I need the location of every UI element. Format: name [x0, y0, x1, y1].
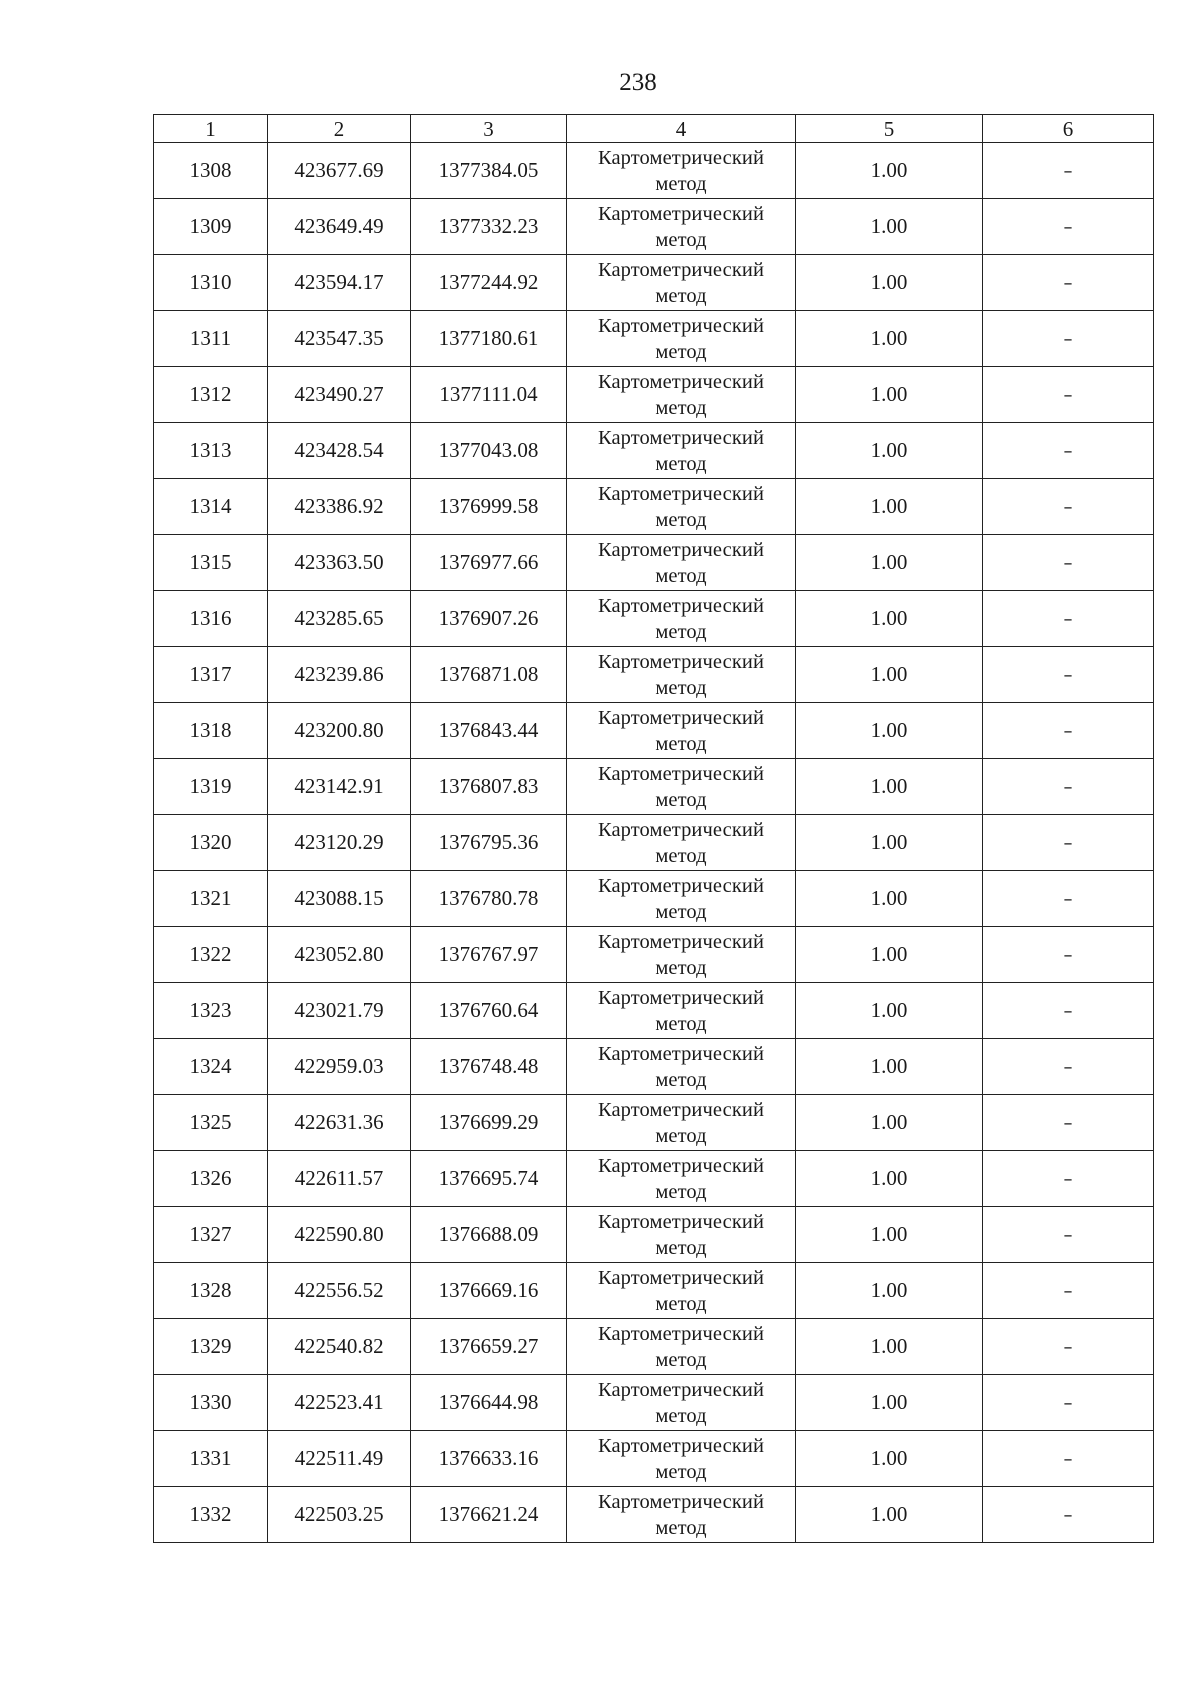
- note-value: –: [1063, 1505, 1073, 1526]
- method-line-2: метод: [655, 1124, 707, 1147]
- note-value: –: [1063, 833, 1073, 854]
- note-cell: [983, 871, 1154, 927]
- column-header-6: 6: [983, 115, 1154, 143]
- coordinate-x: 423428.54: [268, 423, 411, 479]
- accuracy-value: 1.00: [796, 647, 983, 703]
- method-line-2: метод: [655, 732, 707, 755]
- method-line-2: метод: [655, 620, 707, 643]
- table-row: [154, 647, 1154, 703]
- point-number: 1310: [154, 255, 268, 311]
- page-number-container: [0, 68, 1200, 98]
- note-cell: [983, 1207, 1154, 1263]
- coordinate-y: 1376907.26: [411, 591, 567, 647]
- method-line-2: метод: [655, 676, 707, 699]
- method-line-2: метод: [655, 1012, 707, 1035]
- note-cell: [983, 255, 1154, 311]
- table-body: [154, 143, 1154, 1543]
- method-cell: [567, 1151, 796, 1207]
- note-value: –: [1063, 1057, 1073, 1078]
- method-line-2: метод: [655, 844, 707, 867]
- table-row: [154, 1207, 1154, 1263]
- note-cell: [983, 199, 1154, 255]
- table-row: [154, 423, 1154, 479]
- note-value: –: [1063, 1337, 1073, 1358]
- table-row: [154, 1319, 1154, 1375]
- coordinate-x: 423594.17: [268, 255, 411, 311]
- note-cell: [983, 479, 1154, 535]
- method-line-1: Картометрический: [597, 258, 765, 281]
- coordinate-y: 1376695.74: [411, 1151, 567, 1207]
- accuracy-value: 1.00: [796, 367, 983, 423]
- method-line-1: Картометрический: [597, 1042, 765, 1065]
- note-value: –: [1063, 609, 1073, 630]
- method-line-1: Картометрический: [597, 762, 765, 785]
- point-number: 1317: [154, 647, 268, 703]
- method-line-2: метод: [655, 956, 707, 979]
- note-value: –: [1063, 385, 1073, 406]
- method-line-1: Картометрический: [597, 538, 765, 561]
- method-line-2: метод: [655, 900, 707, 923]
- point-number: 1309: [154, 199, 268, 255]
- coordinate-x: 423239.86: [268, 647, 411, 703]
- point-number: 1327: [154, 1207, 268, 1263]
- method-line-2: метод: [655, 788, 707, 811]
- accuracy-value: 1.00: [796, 255, 983, 311]
- column-header-3: 3: [411, 115, 567, 143]
- method-line-1: Картометрический: [597, 1322, 765, 1345]
- accuracy-value: 1.00: [796, 983, 983, 1039]
- method-line-1: Картометрический: [597, 594, 765, 617]
- note-cell: [983, 703, 1154, 759]
- method-line-1: Картометрический: [597, 986, 765, 1009]
- point-number: 1314: [154, 479, 268, 535]
- method-line-1: Картометрический: [597, 202, 765, 225]
- table-row: [154, 311, 1154, 367]
- note-value: –: [1063, 441, 1073, 462]
- table-row: [154, 983, 1154, 1039]
- note-cell: [983, 1263, 1154, 1319]
- method-line-2: метод: [655, 228, 707, 251]
- coordinate-y: 1377244.92: [411, 255, 567, 311]
- note-value: –: [1063, 945, 1073, 966]
- accuracy-value: 1.00: [796, 199, 983, 255]
- table-row: [154, 199, 1154, 255]
- point-number: 1328: [154, 1263, 268, 1319]
- table-row: [154, 479, 1154, 535]
- method-line-1: Картометрический: [597, 874, 765, 897]
- table-row: [154, 1375, 1154, 1431]
- point-number: 1332: [154, 1487, 268, 1543]
- table-row: [154, 1039, 1154, 1095]
- method-cell: [567, 703, 796, 759]
- note-value: –: [1063, 1281, 1073, 1302]
- coordinate-y: 1376999.58: [411, 479, 567, 535]
- accuracy-value: 1.00: [796, 479, 983, 535]
- method-line-2: метод: [655, 1068, 707, 1091]
- note-cell: [983, 1039, 1154, 1095]
- method-line-2: метод: [655, 1180, 707, 1203]
- method-cell: [567, 1487, 796, 1543]
- note-value: –: [1063, 665, 1073, 686]
- accuracy-value: 1.00: [796, 535, 983, 591]
- coordinate-x: 423142.91: [268, 759, 411, 815]
- accuracy-value: 1.00: [796, 927, 983, 983]
- accuracy-value: 1.00: [796, 1207, 983, 1263]
- note-value: –: [1063, 777, 1073, 798]
- table-row: [154, 927, 1154, 983]
- method-line-2: метод: [655, 1348, 707, 1371]
- coordinates-table: [153, 114, 1154, 1543]
- method-cell: [567, 1039, 796, 1095]
- note-cell: [983, 591, 1154, 647]
- accuracy-value: 1.00: [796, 815, 983, 871]
- method-line-1: Картометрический: [597, 1490, 765, 1513]
- note-cell: [983, 1431, 1154, 1487]
- coordinate-x: 423490.27: [268, 367, 411, 423]
- accuracy-value: 1.00: [796, 1319, 983, 1375]
- coordinate-x: 423120.29: [268, 815, 411, 871]
- point-number: 1315: [154, 535, 268, 591]
- method-line-1: Картометрический: [597, 482, 765, 505]
- point-number: 1323: [154, 983, 268, 1039]
- coordinate-x: 422511.49: [268, 1431, 411, 1487]
- coordinate-y: 1376633.16: [411, 1431, 567, 1487]
- method-cell: [567, 1263, 796, 1319]
- method-cell: [567, 367, 796, 423]
- accuracy-value: 1.00: [796, 143, 983, 199]
- point-number: 1326: [154, 1151, 268, 1207]
- coordinate-y: 1376748.48: [411, 1039, 567, 1095]
- note-cell: [983, 1095, 1154, 1151]
- coordinate-x: 423088.15: [268, 871, 411, 927]
- note-value: –: [1063, 1113, 1073, 1134]
- table-row: [154, 1263, 1154, 1319]
- accuracy-value: 1.00: [796, 703, 983, 759]
- note-value: –: [1063, 721, 1073, 742]
- coordinate-y: 1377384.05: [411, 143, 567, 199]
- coordinate-x: 422556.52: [268, 1263, 411, 1319]
- method-cell: [567, 983, 796, 1039]
- method-line-1: Картометрический: [597, 426, 765, 449]
- method-line-2: метод: [655, 284, 707, 307]
- table-header: [154, 115, 1154, 143]
- coordinate-x: 423052.80: [268, 927, 411, 983]
- note-cell: [983, 1319, 1154, 1375]
- note-cell: [983, 367, 1154, 423]
- coordinate-x: 423649.49: [268, 199, 411, 255]
- method-line-2: метод: [655, 508, 707, 531]
- note-value: –: [1063, 161, 1073, 182]
- method-line-1: Картометрический: [597, 818, 765, 841]
- method-line-2: метод: [655, 396, 707, 419]
- coordinate-y: 1376621.24: [411, 1487, 567, 1543]
- coordinate-y: 1376977.66: [411, 535, 567, 591]
- method-cell: [567, 1095, 796, 1151]
- coordinate-y: 1377180.61: [411, 311, 567, 367]
- note-cell: [983, 423, 1154, 479]
- coordinate-x: 422590.80: [268, 1207, 411, 1263]
- point-number: 1308: [154, 143, 268, 199]
- point-number: 1325: [154, 1095, 268, 1151]
- method-cell: [567, 143, 796, 199]
- method-cell: [567, 815, 796, 871]
- coordinate-y: 1376699.29: [411, 1095, 567, 1151]
- coordinate-x: 422503.25: [268, 1487, 411, 1543]
- table-row: [154, 703, 1154, 759]
- coordinate-y: 1376760.64: [411, 983, 567, 1039]
- point-number: 1311: [154, 311, 268, 367]
- coordinate-x: 422959.03: [268, 1039, 411, 1095]
- method-line-2: метод: [655, 564, 707, 587]
- point-number: 1330: [154, 1375, 268, 1431]
- point-number: 1313: [154, 423, 268, 479]
- method-cell: [567, 1375, 796, 1431]
- note-value: –: [1063, 1225, 1073, 1246]
- note-value: –: [1063, 497, 1073, 518]
- method-cell: [567, 1319, 796, 1375]
- coordinate-x: 422631.36: [268, 1095, 411, 1151]
- accuracy-value: 1.00: [796, 1431, 983, 1487]
- coordinate-y: 1376669.16: [411, 1263, 567, 1319]
- method-line-1: Картометрический: [597, 1434, 765, 1457]
- coordinate-x: 423547.35: [268, 311, 411, 367]
- method-line-1: Картометрический: [597, 706, 765, 729]
- method-line-1: Картометрический: [597, 1266, 765, 1289]
- accuracy-value: 1.00: [796, 1151, 983, 1207]
- header-row: [154, 115, 1154, 143]
- method-cell: [567, 927, 796, 983]
- point-number: 1316: [154, 591, 268, 647]
- accuracy-value: 1.00: [796, 1487, 983, 1543]
- coordinate-y: 1376688.09: [411, 1207, 567, 1263]
- table-row: [154, 535, 1154, 591]
- note-value: –: [1063, 889, 1073, 910]
- note-cell: [983, 535, 1154, 591]
- method-cell: [567, 535, 796, 591]
- note-cell: [983, 1151, 1154, 1207]
- point-number: 1321: [154, 871, 268, 927]
- note-cell: [983, 311, 1154, 367]
- point-number: 1329: [154, 1319, 268, 1375]
- note-value: –: [1063, 553, 1073, 574]
- note-cell: [983, 1487, 1154, 1543]
- coordinate-x: 422523.41: [268, 1375, 411, 1431]
- accuracy-value: 1.00: [796, 423, 983, 479]
- column-header-1: 1: [154, 115, 268, 143]
- method-line-2: метод: [655, 452, 707, 475]
- accuracy-value: 1.00: [796, 871, 983, 927]
- coordinate-x: 422540.82: [268, 1319, 411, 1375]
- method-line-2: метод: [655, 1404, 707, 1427]
- column-header-4: 4: [567, 115, 796, 143]
- note-cell: [983, 143, 1154, 199]
- accuracy-value: 1.00: [796, 1263, 983, 1319]
- point-number: 1320: [154, 815, 268, 871]
- coordinate-y: 1377111.04: [411, 367, 567, 423]
- method-line-2: метод: [655, 1516, 707, 1539]
- table-row: [154, 255, 1154, 311]
- coordinate-x: 423386.92: [268, 479, 411, 535]
- point-number: 1318: [154, 703, 268, 759]
- accuracy-value: 1.00: [796, 311, 983, 367]
- coordinate-x: 423021.79: [268, 983, 411, 1039]
- note-cell: [983, 647, 1154, 703]
- coordinate-y: 1376843.44: [411, 703, 567, 759]
- method-line-2: метод: [655, 1236, 707, 1259]
- coordinate-y: 1376871.08: [411, 647, 567, 703]
- page-number: 238: [619, 69, 657, 96]
- method-cell: [567, 759, 796, 815]
- table-row: [154, 367, 1154, 423]
- method-line-2: метод: [655, 172, 707, 195]
- method-cell: [567, 871, 796, 927]
- method-cell: [567, 1431, 796, 1487]
- method-cell: [567, 255, 796, 311]
- table-row: [154, 815, 1154, 871]
- coordinate-y: 1376795.36: [411, 815, 567, 871]
- coordinate-x: 423363.50: [268, 535, 411, 591]
- note-cell: [983, 983, 1154, 1039]
- method-line-1: Картометрический: [597, 930, 765, 953]
- note-cell: [983, 1375, 1154, 1431]
- table-row: [154, 143, 1154, 199]
- coordinate-x: 423200.80: [268, 703, 411, 759]
- method-line-1: Картометрический: [597, 370, 765, 393]
- method-line-1: Картометрический: [597, 146, 765, 169]
- method-line-1: Картометрический: [597, 1378, 765, 1401]
- method-cell: [567, 199, 796, 255]
- table-row: [154, 1487, 1154, 1543]
- accuracy-value: 1.00: [796, 1095, 983, 1151]
- point-number: 1312: [154, 367, 268, 423]
- coordinate-y: 1376767.97: [411, 927, 567, 983]
- method-line-2: метод: [655, 340, 707, 363]
- accuracy-value: 1.00: [796, 591, 983, 647]
- method-cell: [567, 423, 796, 479]
- column-header-2: 2: [268, 115, 411, 143]
- method-cell: [567, 591, 796, 647]
- method-cell: [567, 1207, 796, 1263]
- note-cell: [983, 759, 1154, 815]
- note-value: –: [1063, 273, 1073, 294]
- note-value: –: [1063, 1449, 1073, 1470]
- note-cell: [983, 927, 1154, 983]
- note-value: –: [1063, 1169, 1073, 1190]
- method-line-1: Картометрический: [597, 1154, 765, 1177]
- coordinate-y: 1376644.98: [411, 1375, 567, 1431]
- table-row: [154, 759, 1154, 815]
- point-number: 1319: [154, 759, 268, 815]
- table-row: [154, 591, 1154, 647]
- coordinate-x: 423285.65: [268, 591, 411, 647]
- method-line-1: Картометрический: [597, 1210, 765, 1233]
- method-line-2: метод: [655, 1460, 707, 1483]
- coordinate-y: 1377332.23: [411, 199, 567, 255]
- note-value: –: [1063, 217, 1073, 238]
- point-number: 1322: [154, 927, 268, 983]
- table-row: [154, 1431, 1154, 1487]
- accuracy-value: 1.00: [796, 1039, 983, 1095]
- coordinate-x: 422611.57: [268, 1151, 411, 1207]
- note-value: –: [1063, 1001, 1073, 1022]
- column-header-5: 5: [796, 115, 983, 143]
- coordinate-x: 423677.69: [268, 143, 411, 199]
- method-line-1: Картометрический: [597, 1098, 765, 1121]
- point-number: 1324: [154, 1039, 268, 1095]
- method-line-1: Картометрический: [597, 650, 765, 673]
- coordinate-y: 1376659.27: [411, 1319, 567, 1375]
- method-cell: [567, 311, 796, 367]
- method-line-2: метод: [655, 1292, 707, 1315]
- table-row: [154, 1095, 1154, 1151]
- coordinate-y: 1377043.08: [411, 423, 567, 479]
- note-value: –: [1063, 1393, 1073, 1414]
- coordinate-y: 1376807.83: [411, 759, 567, 815]
- accuracy-value: 1.00: [796, 759, 983, 815]
- method-cell: [567, 479, 796, 535]
- note-cell: [983, 815, 1154, 871]
- accuracy-value: 1.00: [796, 1375, 983, 1431]
- method-cell: [567, 647, 796, 703]
- coordinate-y: 1376780.78: [411, 871, 567, 927]
- note-value: –: [1063, 329, 1073, 350]
- method-line-1: Картометрический: [597, 314, 765, 337]
- table-row: [154, 1151, 1154, 1207]
- table-row: [154, 871, 1154, 927]
- point-number: 1331: [154, 1431, 268, 1487]
